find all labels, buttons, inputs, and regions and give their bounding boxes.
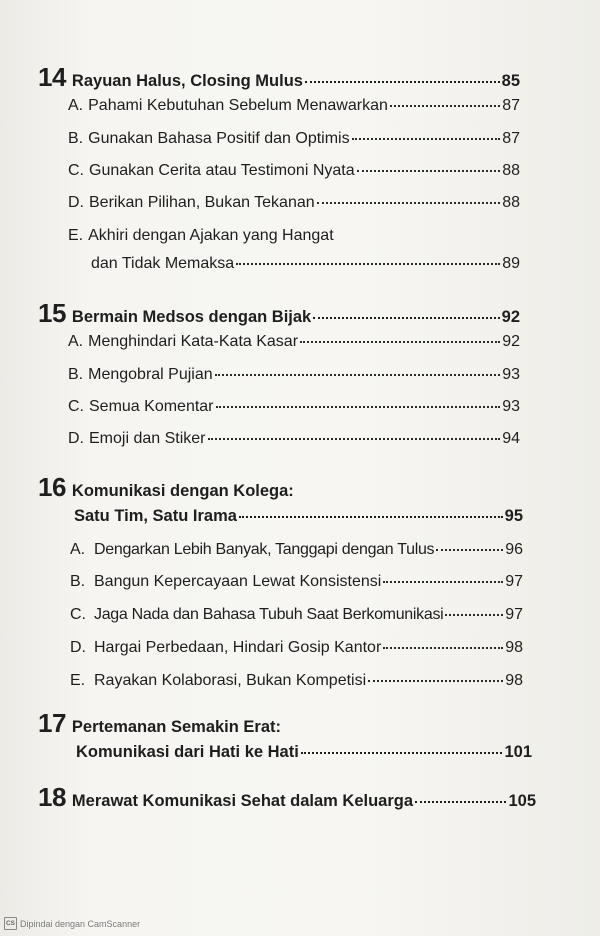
chapter-17-heading-line1[interactable]: [38, 708, 528, 739]
toc-entry-15a[interactable]: [68, 333, 520, 351]
chapter-16-heading-line1[interactable]: [38, 472, 520, 503]
chapter-title: Pertemanan Semakin Erat:: [71, 718, 282, 736]
chapter-number: 18: [38, 782, 66, 812]
page-number: 85: [501, 72, 520, 90]
entry-letter: E.: [68, 227, 84, 244]
chapter-18-heading[interactable]: [38, 782, 536, 813]
toc-entry-16d[interactable]: [70, 639, 523, 657]
watermark-text: Dipindai dengan CamScanner: [20, 918, 141, 929]
chapter-title: Bermain Medsos dengan Bijak: [71, 308, 312, 326]
entry-title: Dengarkan Lebih Banyak, Tanggapi dengan Tulus: [94, 541, 435, 558]
entry-title: Hargai Perbedaan, Hindari Gosip Kantor: [94, 639, 382, 656]
chapter-title-continued: Satu Tim, Satu Irama: [74, 507, 237, 525]
chapter-title: Komunikasi dengan Kolega:: [71, 482, 294, 500]
chapter-title-continued: Komunikasi dari Hati ke Hati: [76, 743, 299, 761]
entry-title: Berikan Pilihan, Bukan Tekanan: [89, 194, 315, 211]
page-number: 88: [502, 194, 520, 211]
entry-title: Menghindari Kata-Kata Kasar: [88, 333, 299, 350]
page-number: 97: [505, 606, 523, 623]
entry-title: Gunakan Bahasa Positif dan Optimis: [88, 130, 350, 147]
entry-title: Akhiri dengan Ajakan yang Hangat: [88, 227, 334, 244]
entry-title: Rayakan Kolaborasi, Bukan Kompetisi: [94, 672, 367, 689]
chapter-number: 17: [38, 708, 66, 738]
dot-leader: [313, 317, 499, 319]
entry-letter: B.: [70, 573, 86, 590]
entry-letter: B.: [68, 366, 84, 383]
page-number: 93: [502, 366, 520, 383]
dot-leader: [239, 516, 503, 518]
toc-entry-15c[interactable]: [68, 398, 520, 416]
entry-title: Mengobral Pujian: [88, 366, 213, 383]
page-number: 89: [502, 255, 520, 272]
entry-letter: C.: [70, 606, 86, 623]
entry-letter: C.: [68, 398, 84, 415]
chapter-14-heading[interactable]: [38, 62, 520, 93]
chapter-number: 15: [38, 298, 66, 328]
page-number: 94: [502, 430, 520, 447]
entry-title: Jaga Nada dan Bahasa Tubuh Saat Berkomunikasi: [94, 606, 444, 623]
entry-title: Gunakan Cerita atau Testimoni Nyata: [89, 162, 355, 179]
dot-leader: [300, 341, 500, 343]
chapter-title: Rayuan Halus, Closing Mulus: [71, 72, 303, 90]
toc-entry-14c[interactable]: [68, 162, 520, 180]
entry-letter: A.: [70, 541, 86, 558]
entry-letter: B.: [68, 130, 84, 147]
dot-leader: [305, 81, 500, 83]
toc-entry-16a[interactable]: [70, 541, 523, 559]
entry-letter: D.: [68, 194, 84, 211]
page-number: 96: [505, 541, 523, 558]
entry-letter: D.: [68, 430, 84, 447]
dot-leader: [415, 801, 506, 803]
toc-entry-15b[interactable]: [68, 366, 520, 384]
entry-title: Semua Komentar: [89, 398, 214, 415]
page-number: 101: [504, 743, 532, 761]
page-number: 88: [502, 162, 520, 179]
entry-letter: E.: [70, 672, 86, 689]
dot-leader: [352, 138, 501, 140]
dot-leader: [208, 438, 501, 440]
entry-title: Bangun Kepercayaan Lewat Konsistensi: [94, 573, 382, 590]
page-number: 87: [502, 130, 520, 147]
page-number: 93: [502, 398, 520, 415]
scanner-watermark: [4, 917, 140, 930]
dot-leader: [301, 752, 503, 754]
entry-letter: A.: [68, 333, 84, 350]
dot-leader: [436, 549, 503, 551]
page-number: 95: [504, 507, 523, 525]
toc-entry-14e-line1[interactable]: [68, 227, 520, 245]
dot-leader: [383, 581, 503, 583]
chapter-16-heading-line2[interactable]: [74, 507, 523, 526]
toc-entry-16e[interactable]: [70, 672, 523, 690]
page-number: 97: [505, 573, 523, 590]
toc-entry-14d[interactable]: [68, 194, 520, 212]
page-number: 92: [501, 308, 520, 326]
entry-letter: A.: [68, 97, 84, 114]
entry-title: Pahami Kebutuhan Sebelum Menawarkan: [88, 97, 388, 114]
page-number: 87: [502, 97, 520, 114]
chapter-number: 16: [38, 472, 66, 502]
entry-letter: D.: [70, 639, 86, 656]
dot-leader: [357, 170, 501, 172]
toc-entry-16b[interactable]: [70, 573, 523, 591]
toc-entry-14e-line2[interactable]: [91, 255, 520, 273]
entry-letter: C.: [68, 162, 84, 179]
page-number: 92: [502, 333, 520, 350]
toc-entry-14a[interactable]: [68, 97, 520, 115]
dot-leader: [390, 105, 500, 107]
page-number: 98: [505, 672, 523, 689]
entry-title: Emoji dan Stiker: [89, 430, 206, 447]
entry-title-continued: dan Tidak Memaksa: [91, 255, 235, 272]
page-number: 105: [508, 792, 536, 810]
dot-leader: [216, 406, 501, 408]
dot-leader: [383, 647, 503, 649]
chapter-17-heading-line2[interactable]: [76, 743, 532, 762]
toc-entry-14b[interactable]: [68, 130, 520, 148]
camscanner-logo-icon: CS: [4, 917, 17, 930]
toc-entry-16c[interactable]: [70, 606, 523, 624]
dot-leader: [317, 202, 501, 204]
dot-leader: [445, 614, 503, 616]
dot-leader: [215, 374, 501, 376]
toc-entry-15d[interactable]: [68, 430, 520, 448]
chapter-title: Merawat Komunikasi Sehat dalam Keluarga: [71, 792, 414, 810]
page-number: 98: [505, 639, 523, 656]
chapter-number: 14: [38, 62, 66, 92]
chapter-15-heading[interactable]: [38, 298, 520, 329]
dot-leader: [236, 263, 500, 265]
dot-leader: [368, 680, 503, 682]
